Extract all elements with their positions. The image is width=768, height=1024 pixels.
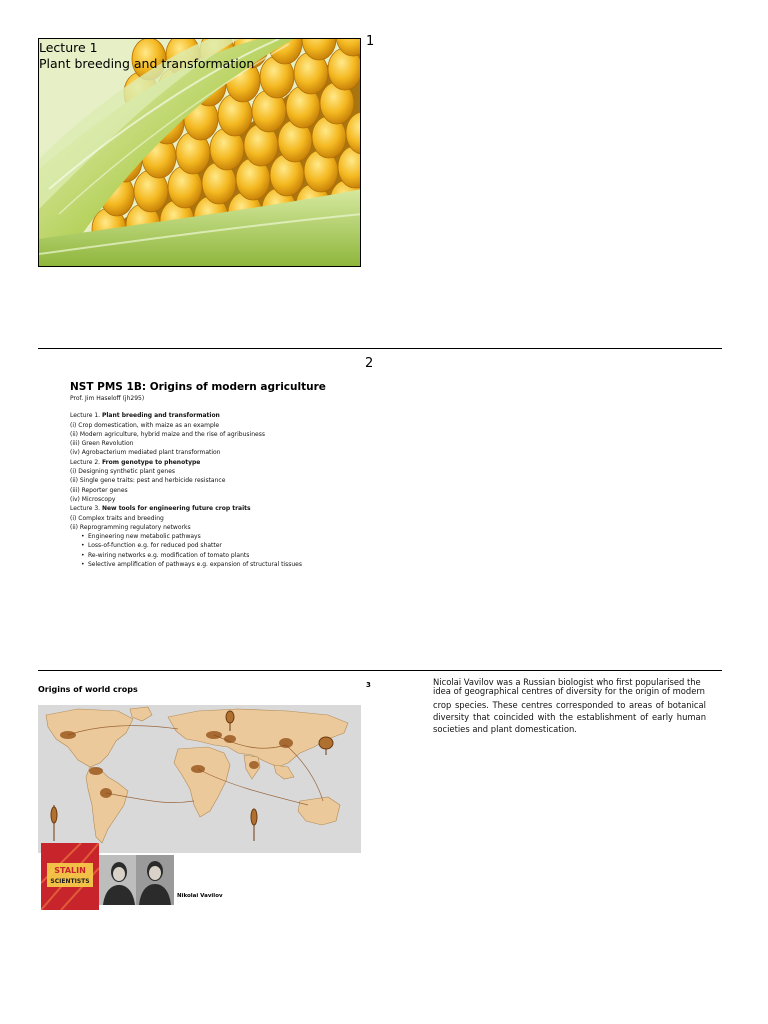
- svg-text:SCIENTISTS: SCIENTISTS: [50, 878, 90, 885]
- slide3-title: Origins of world crops: [38, 685, 138, 694]
- lecture-3-bullet: • Engineering new metabolic pathways: [80, 532, 370, 541]
- lecture-3-item: (ii) Reprogramming regulatory networks: [70, 523, 191, 531]
- world-map-image: [38, 705, 361, 853]
- lecture-3-bullet: • Loss-of-function e.g. for reduced pod shatter: [80, 541, 370, 550]
- lecture-1-item: (ii) Modern agriculture, hybrid maize and the rise of agribusiness: [70, 430, 265, 438]
- lecture-3-bullet: • Re-wiring networks e.g. modification of tomato plants: [80, 551, 370, 560]
- slide1-title-line1: Lecture 1: [39, 40, 98, 55]
- slide1-title-line2: Plant breeding and transformation: [39, 56, 255, 71]
- lecture-2-heading: Lecture 2. From genotype to phenotype: [70, 458, 201, 466]
- lecture-1-heading: Lecture 1. Plant breeding and transformation: [70, 412, 220, 420]
- lecture-3-heading: Lecture 3. New tools for engineering future crop traits: [70, 505, 251, 513]
- maize-cob-image: [38, 38, 361, 267]
- course-outline: [70, 394, 370, 569]
- slide1-title: [39, 40, 254, 72]
- slide-divider-1: [38, 348, 722, 349]
- slide-divider-2: [38, 670, 722, 671]
- lecture-1-item: (iii) Green Revolution: [70, 440, 134, 448]
- lecture-3-bullet: • Selective amplification of pathways e.g. expansion of structural tissues: [80, 560, 370, 569]
- lecture-1-item: (iv) Agrobacterium mediated plant transformation: [70, 449, 221, 457]
- lecture-2-item: (ii) Single gene traits: pest and herbicide resistance: [70, 477, 226, 485]
- vavilov-portrait-photo: [99, 855, 174, 905]
- speaker-notes: [433, 678, 706, 735]
- svg-text:STALIN: STALIN: [54, 866, 86, 875]
- lecture-3-item: (i) Complex traits and breeding: [70, 514, 164, 522]
- lecture-2-item: (i) Designing synthetic plant genes: [70, 468, 176, 476]
- slide2-title: NST PMS 1B: Origins of modern agriculture: [70, 381, 326, 393]
- page-number-2: 2: [365, 356, 374, 371]
- lecture-1-item: (i) Crop domestication, with maize as an example: [70, 421, 220, 429]
- page-number-3: 3: [366, 681, 371, 689]
- lecture-2-item: (iv) Microscopy: [70, 495, 116, 503]
- page-number-1: 1: [366, 34, 375, 49]
- lecture-2-item: (iii) Reporter genes: [70, 486, 128, 494]
- book-cover-image: [41, 843, 99, 910]
- photo-caption: Nikolai Vavilov: [177, 893, 223, 899]
- notes-paragraph-1: Nicolai Vavilov was a Russian biologist who first popularised the idea of geographical centres of diversity for the origin of modern: [433, 677, 705, 696]
- notes-paragraph-2: crop species. These centres corresponded to areas of botanical diversity that coincided with the establishment of early human societies and plant domestication.: [433, 700, 706, 734]
- author-line: Prof. Jim Haseloff (jh295): [70, 395, 145, 402]
